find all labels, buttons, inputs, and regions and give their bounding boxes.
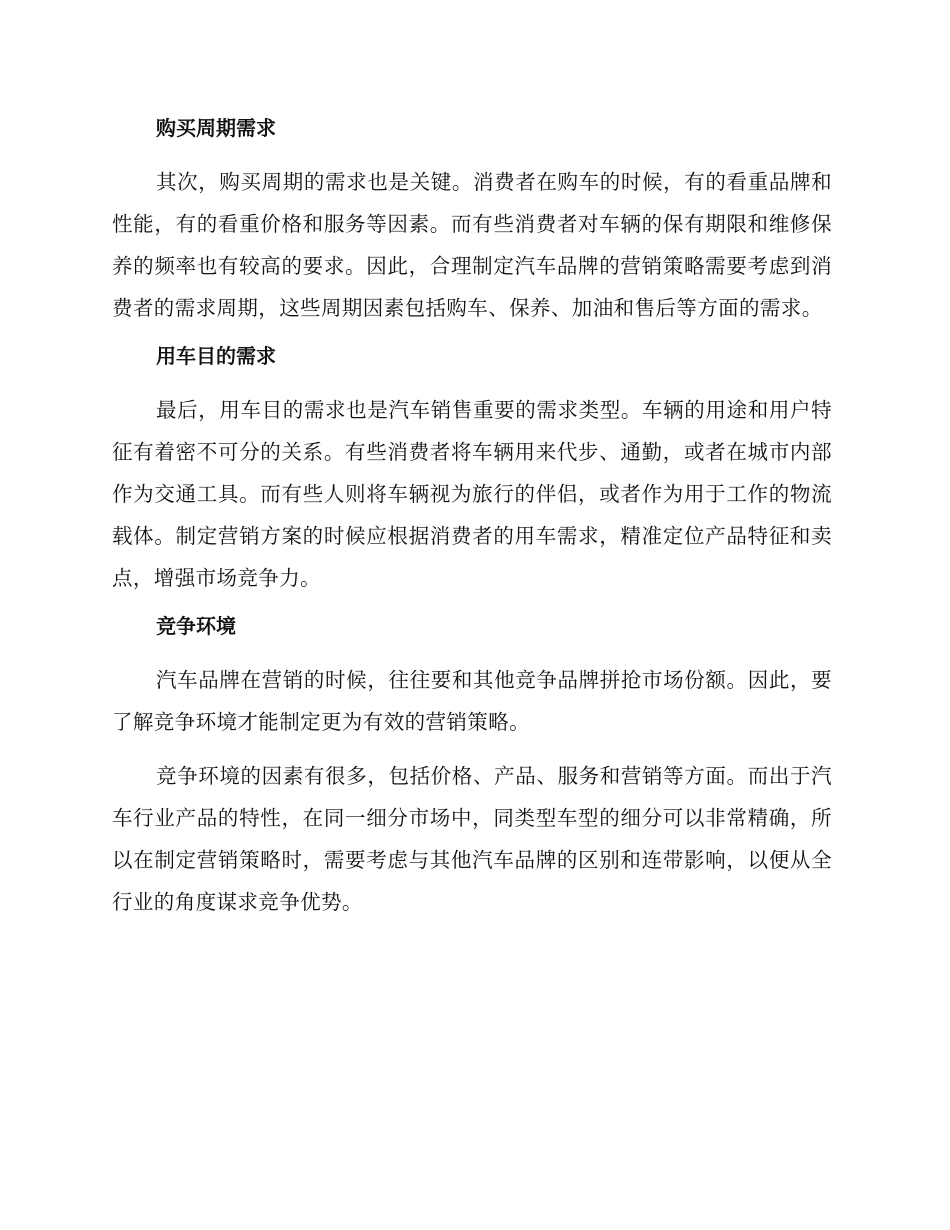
- paragraph: 其次，购买周期的需求也是关键。消费者在购车的时候，有的看重品牌和性能，有的看重价格和服务等因素。而有些消费者对车辆的保有期限和维修保养的频率也有较高的要求。因此，合理制定汽车品牌的营销策略需要考虑到消费者的需求周期，这些周期因素包括购车、保养、加油和售后等方面的需求。: [112, 170, 832, 320]
- paragraph: 竞争环境的因素有很多，包括价格、产品、服务和营销等方面。而出于汽车行业产品的特性，在同一细分市场中，同类型车型的细分可以非常精确，所以在制定营销策略时，需要考虑与其他汽车品牌的区别和连带影响，以便从全行业的角度谋求竞争优势。: [112, 764, 832, 914]
- section-competition: [112, 611, 832, 923]
- section-purchase-cycle: [112, 113, 832, 329]
- section-heading: 用车目的需求: [156, 344, 276, 368]
- paragraph: 汽车品牌在营销的时候，往往要和其他竞争品牌拼抢市场份额。因此，要了解竞争环境才能制定更为有效的营销策略。: [112, 668, 832, 734]
- section-heading: 购买周期需求: [156, 116, 276, 140]
- paragraph: 最后，用车目的需求也是汽车销售重要的需求类型。车辆的用途和用户特征有着密不可分的关系。有些消费者将车辆用来代步、通勤，或者在城市内部作为交通工具。而有些人则将车辆视为旅行的伴侣，或者作为用于工作的物流载体。制定营销方案的时候应根据消费者的用车需求，精准定位产品特征和卖点，增强市场竞争力。: [112, 398, 832, 590]
- section-usage-purpose: [112, 341, 832, 599]
- section-heading: 竞争环境: [156, 614, 236, 638]
